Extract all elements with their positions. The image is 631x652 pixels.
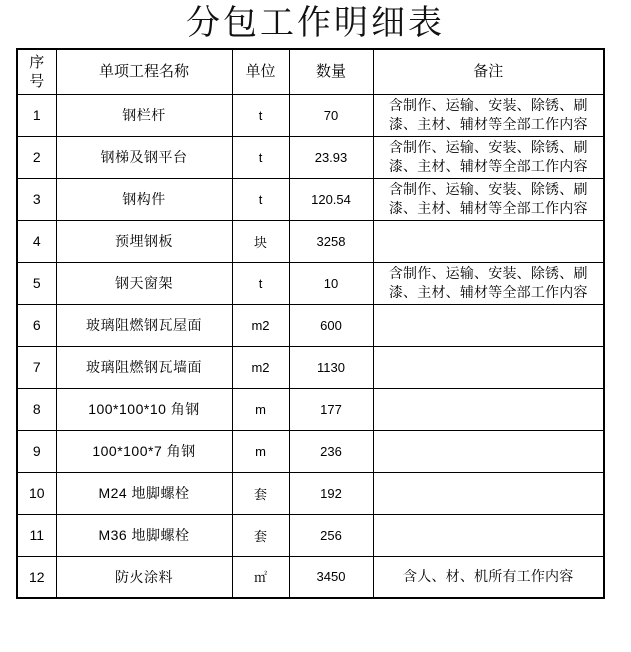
table-row <box>17 472 604 514</box>
cell-quantity: 3258 <box>289 220 373 262</box>
cell-serial-number: 7 <box>17 346 56 388</box>
header-serial-number-label: 序号 <box>29 53 45 90</box>
cell-unit: m <box>232 430 289 472</box>
header-serial-number <box>17 49 56 94</box>
cell-unit: 套 <box>232 514 289 556</box>
header-unit: 单位 <box>232 49 289 94</box>
cell-quantity: 120.54 <box>289 178 373 220</box>
cell-quantity: 236 <box>289 430 373 472</box>
cell-unit: m <box>232 388 289 430</box>
cell-unit: 套 <box>232 472 289 514</box>
table-body <box>17 94 604 598</box>
cell-quantity: 1130 <box>289 346 373 388</box>
table-row <box>17 388 604 430</box>
cell-remarks <box>373 472 604 514</box>
cell-quantity: 10 <box>289 262 373 304</box>
cell-remarks: 含制作、运输、安装、除锈、刷漆、主材、辅材等全部工作内容 <box>373 178 604 220</box>
cell-serial-number: 6 <box>17 304 56 346</box>
cell-work-item-name: 钢梯及钢平台 <box>56 136 232 178</box>
cell-remarks: 含制作、运输、安装、除锈、刷漆、主材、辅材等全部工作内容 <box>373 136 604 178</box>
header-quantity: 数量 <box>289 49 373 94</box>
header-work-item-name: 单项工程名称 <box>56 49 232 94</box>
cell-work-item-name: 钢天窗架 <box>56 262 232 304</box>
cell-unit: t <box>232 178 289 220</box>
cell-unit: t <box>232 136 289 178</box>
cell-unit: m2 <box>232 304 289 346</box>
cell-work-item-name: 钢构件 <box>56 178 232 220</box>
table-row <box>17 556 604 598</box>
cell-unit: m2 <box>232 346 289 388</box>
header-remarks: 备注 <box>373 49 604 94</box>
cell-serial-number: 12 <box>17 556 56 598</box>
cell-unit: 块 <box>232 220 289 262</box>
cell-work-item-name: M24 地脚螺栓 <box>56 472 232 514</box>
table-row <box>17 94 604 136</box>
cell-serial-number: 11 <box>17 514 56 556</box>
cell-serial-number: 4 <box>17 220 56 262</box>
cell-remarks <box>373 388 604 430</box>
cell-unit: t <box>232 94 289 136</box>
cell-serial-number: 10 <box>17 472 56 514</box>
table-row <box>17 514 604 556</box>
cell-work-item-name: 预埋钢板 <box>56 220 232 262</box>
cell-serial-number: 9 <box>17 430 56 472</box>
table-row <box>17 262 604 304</box>
cell-remarks: 含制作、运输、安装、除锈、刷漆、主材、辅材等全部工作内容 <box>373 94 604 136</box>
table-row <box>17 346 604 388</box>
cell-remarks: 含人、材、机所有工作内容 <box>373 556 604 598</box>
cell-work-item-name: 玻璃阻燃钢瓦屋面 <box>56 304 232 346</box>
cell-work-item-name: 100*100*10 角钢 <box>56 388 232 430</box>
subcontract-detail-table <box>16 48 605 599</box>
table-row <box>17 136 604 178</box>
cell-unit: ㎡ <box>232 556 289 598</box>
cell-quantity: 256 <box>289 514 373 556</box>
cell-quantity: 70 <box>289 94 373 136</box>
cell-remarks <box>373 304 604 346</box>
cell-quantity: 192 <box>289 472 373 514</box>
table-row <box>17 178 604 220</box>
table-row <box>17 430 604 472</box>
cell-remarks <box>373 220 604 262</box>
page-title: 分包工作明细表 <box>186 5 445 42</box>
cell-remarks <box>373 346 604 388</box>
cell-quantity: 23.93 <box>289 136 373 178</box>
cell-remarks: 含制作、运输、安装、除锈、刷漆、主材、辅材等全部工作内容 <box>373 262 604 304</box>
cell-work-item-name: 100*100*7 角钢 <box>56 430 232 472</box>
cell-quantity: 600 <box>289 304 373 346</box>
cell-work-item-name: 玻璃阻燃钢瓦墙面 <box>56 346 232 388</box>
cell-unit: t <box>232 262 289 304</box>
table-row <box>17 304 604 346</box>
cell-work-item-name: M36 地脚螺栓 <box>56 514 232 556</box>
cell-serial-number: 2 <box>17 136 56 178</box>
cell-work-item-name: 钢栏杆 <box>56 94 232 136</box>
cell-work-item-name: 防火涂料 <box>56 556 232 598</box>
cell-serial-number: 5 <box>17 262 56 304</box>
cell-remarks <box>373 430 604 472</box>
cell-quantity: 3450 <box>289 556 373 598</box>
cell-serial-number: 8 <box>17 388 56 430</box>
cell-remarks <box>373 514 604 556</box>
cell-quantity: 177 <box>289 388 373 430</box>
table-row <box>17 220 604 262</box>
cell-serial-number: 3 <box>17 178 56 220</box>
table-header-row <box>17 49 604 94</box>
cell-serial-number: 1 <box>17 94 56 136</box>
